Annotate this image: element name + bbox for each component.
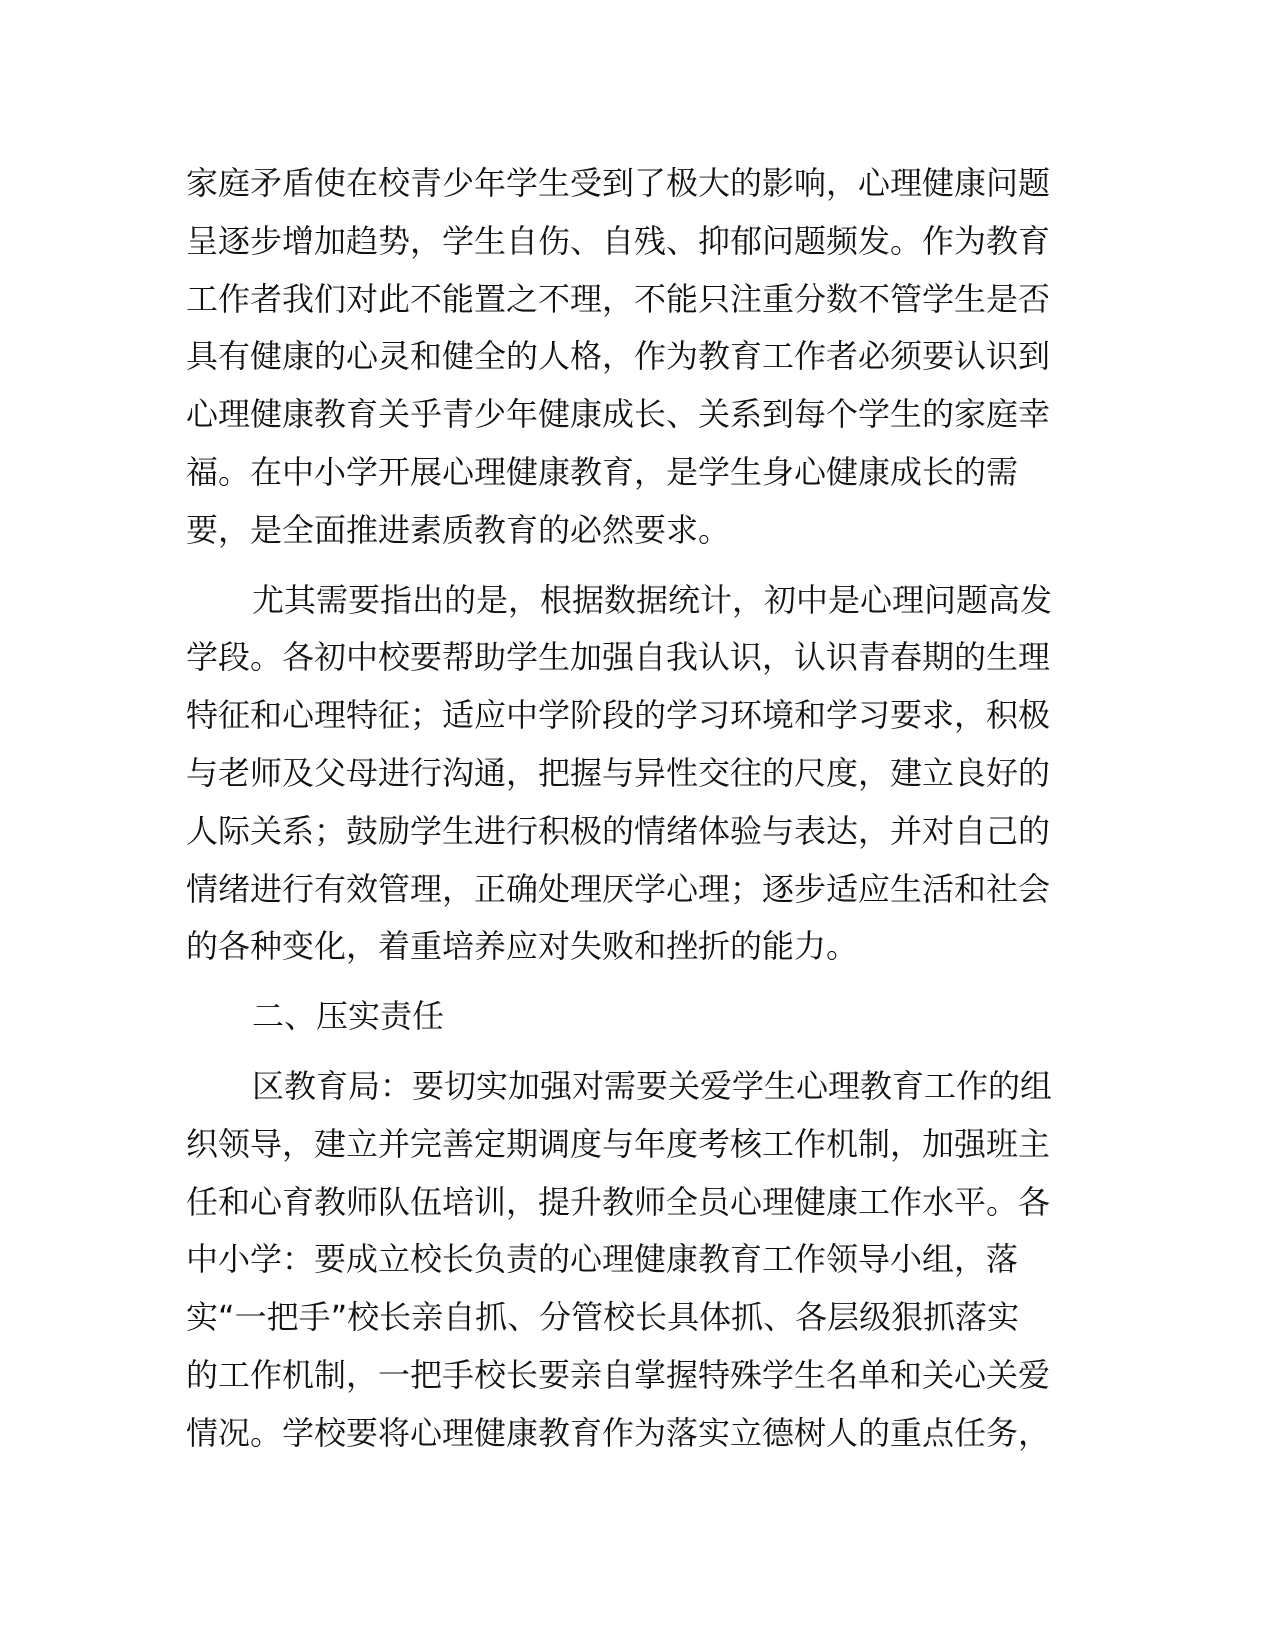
text-line: 家庭矛盾使在校青少年学生受到了极大的影响，心理健康问题 (186, 164, 1051, 202)
document-body (186, 155, 1091, 1463)
text-line: 福。在中小学开展心理健康教育，是学生身心健康成长的需 (186, 452, 1019, 491)
text-line: 学段。各初中校要帮助学生加强自我认识，认识青春期的生理 (186, 638, 1051, 677)
paragraph-middle-school (186, 572, 1091, 977)
text-line: 织领导，建立并完善定期调度与年度考核工作机制，加强班主 (186, 1124, 1051, 1163)
paragraph-context (186, 155, 1091, 560)
paragraph-responsibility (186, 1058, 1091, 1463)
text-line: 中小学：要成立校长负责的心理健康教育工作领导小组，落 (186, 1240, 1019, 1279)
text-line: 区教育局：要切实加强对需要关爱学生心理教育工作的组 (252, 1066, 1053, 1105)
text-line: 要，是全面推进素质教育的必然要求。 (186, 510, 731, 549)
text-line: 实“一把手”校长亲自抓、分管校长具体抓、各层级狠抓落实 (186, 1298, 1020, 1337)
text-line: 心理健康教育关乎青少年健康成长、关系到每个学生的家庭幸 (186, 395, 1051, 434)
text-line: 工作者我们对此不能置之不理，不能只注重分数不管学生是否 (186, 279, 1051, 318)
text-line: 呈逐步增加趋势，学生自伤、自残、抑郁问题频发。作为教育 (186, 221, 1051, 260)
text-line: 情况。学校要将心理健康教育作为落实立德树人的重点任务， (186, 1413, 1051, 1452)
text-line: 的各种变化，着重培养应对失败和挫折的能力。 (186, 927, 859, 966)
text-line: 任和心育教师队伍培训，提升教师全员心理健康工作水平。各 (186, 1182, 1051, 1221)
text-line: 与老师及父母进行沟通，把握与异性交往的尺度，建立良好的 (186, 753, 1051, 792)
text-line: 具有健康的心灵和健全的人格，作为教育工作者必须要认识到 (186, 337, 1051, 376)
paragraph-spacer (186, 560, 1091, 572)
text-line: 情绪进行有效管理，正确处理厌学心理；逐步适应生活和社会 (186, 869, 1051, 908)
text-line: 人际关系；鼓励学生进行积极的情绪体验与表达，并对自己的 (186, 811, 1051, 850)
text-line: 尤其需要指出的是，根据数据统计，初中是心理问题高发 (252, 580, 1053, 619)
text-line: 特征和心理特征；适应中学阶段的学习环境和学习要求，积极 (186, 696, 1051, 735)
paragraph-spacer (186, 1046, 1091, 1058)
paragraph-spacer (186, 976, 1091, 988)
text-line: 的工作机制，一把手校长要亲自掌握特殊学生名单和关心关爱 (186, 1355, 1051, 1394)
section-heading-text: 二、压实责任 (252, 997, 445, 1036)
section-heading (186, 988, 1091, 1046)
